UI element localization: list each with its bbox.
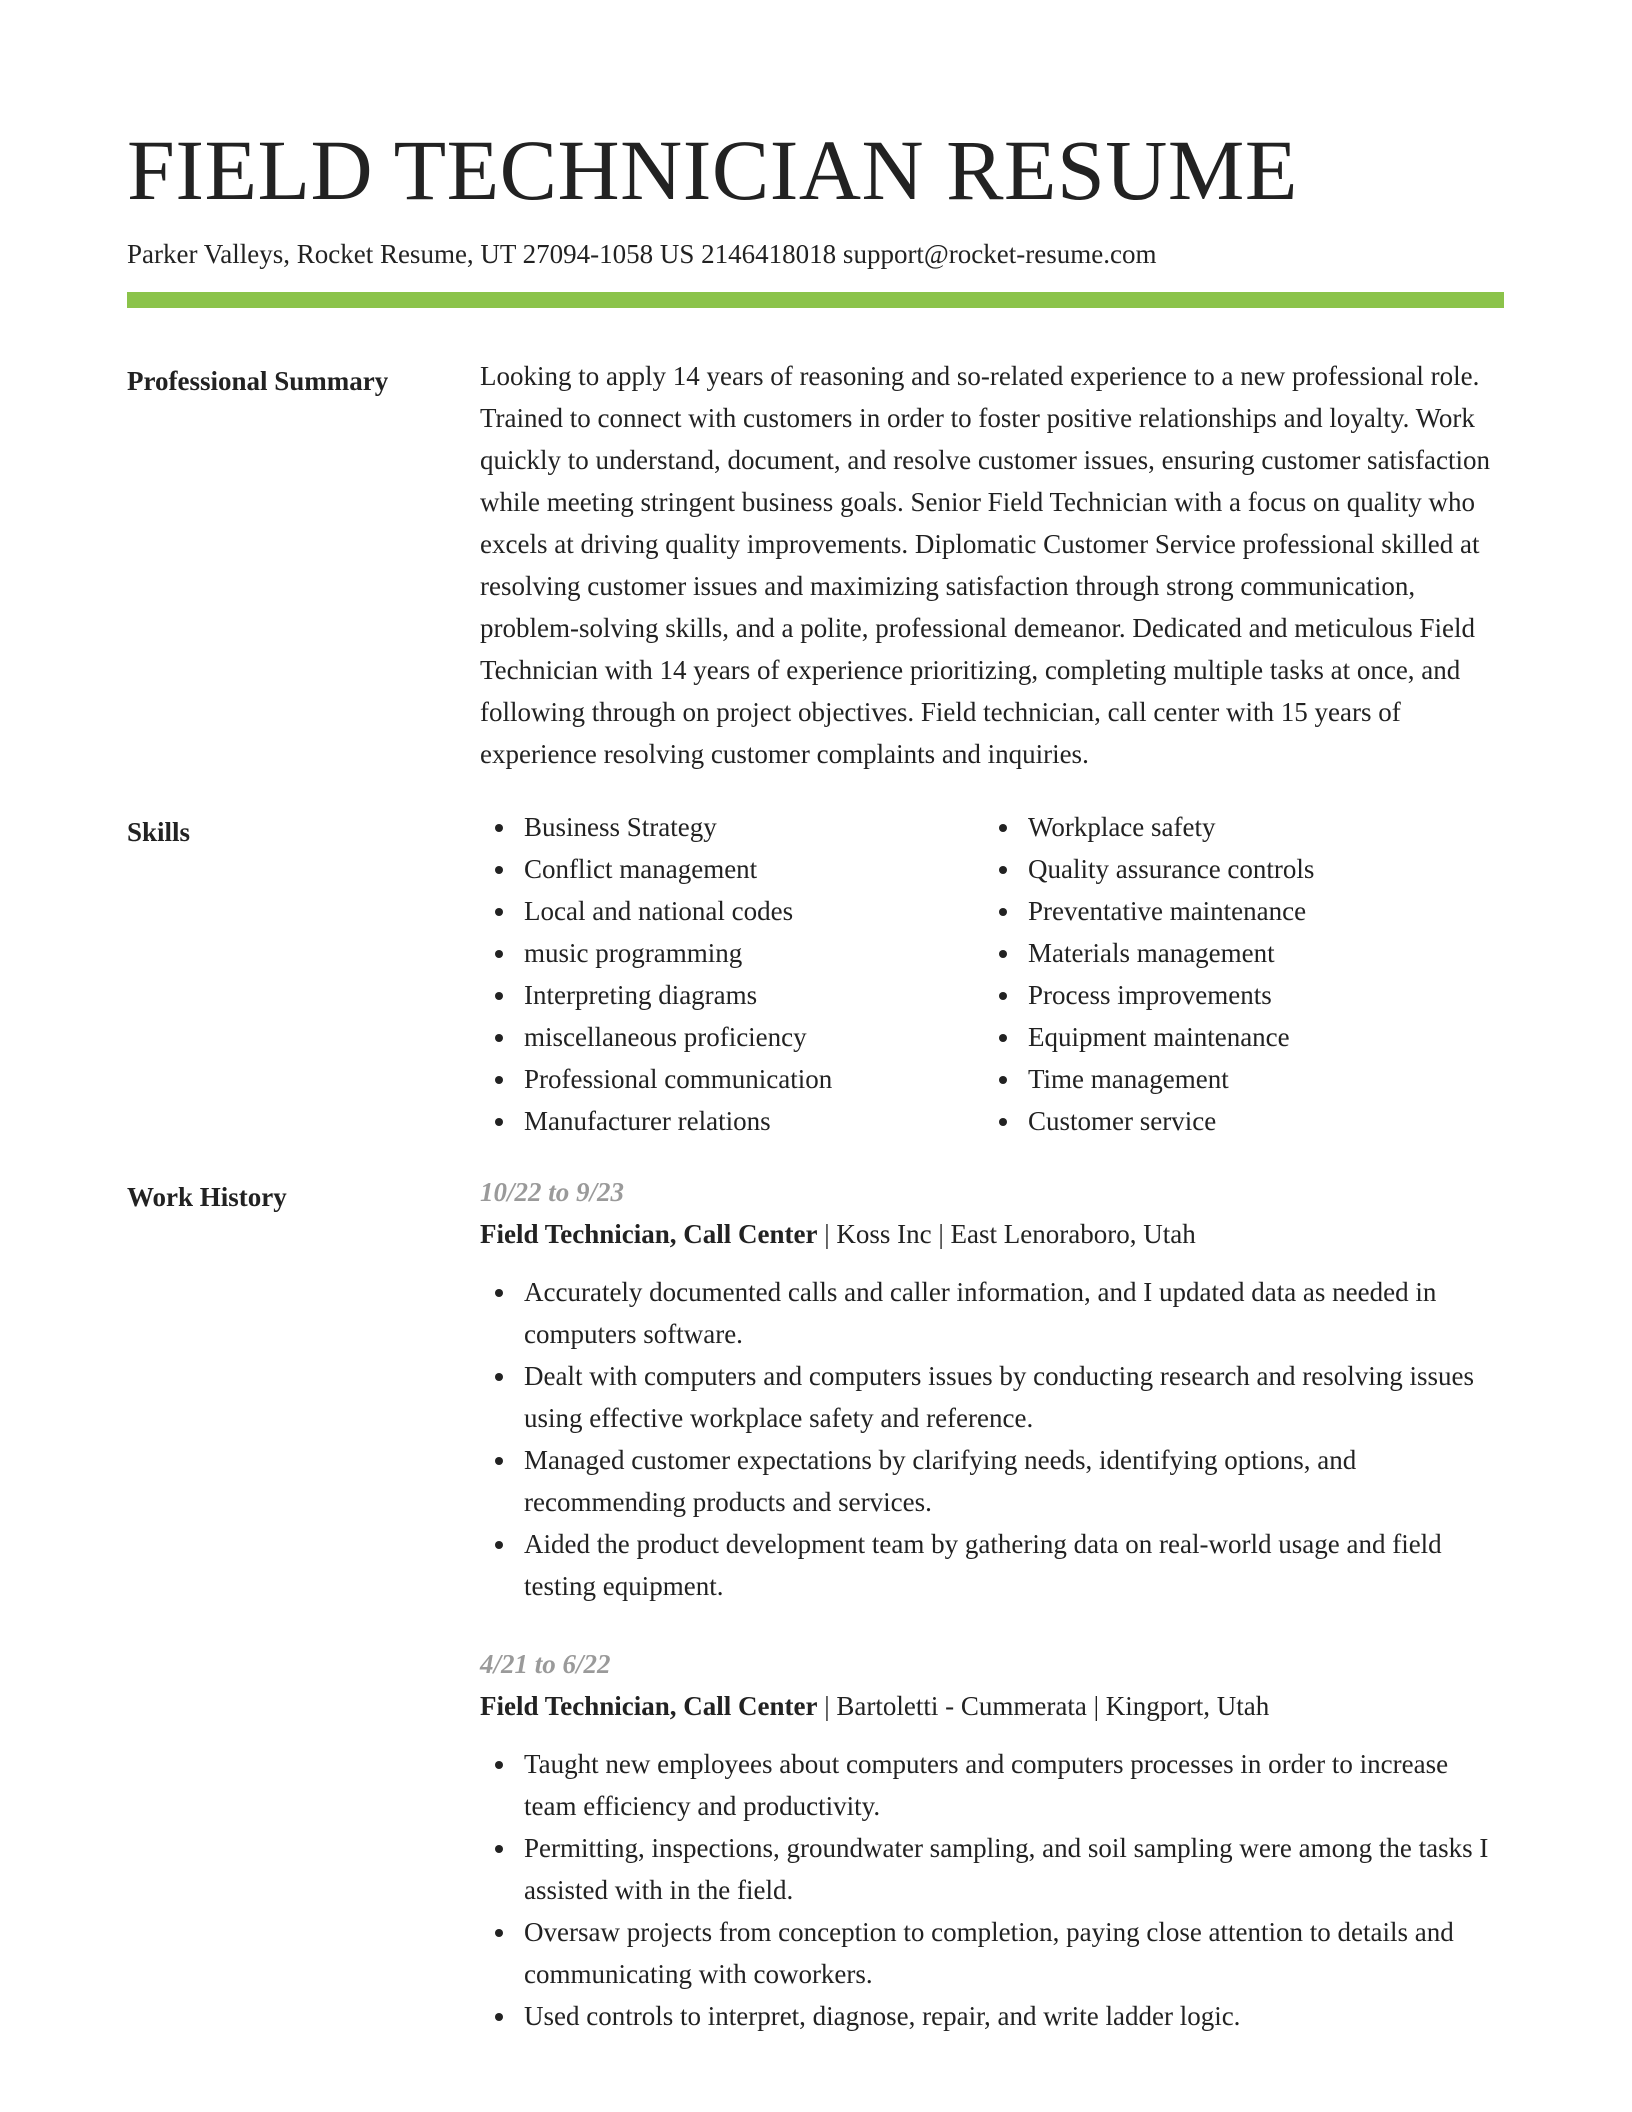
skill-item: Professional communication	[480, 1058, 984, 1100]
job-bullet: Oversaw projects from conception to completion, paying close attention to details and communicating with coworkers.	[480, 1911, 1504, 1995]
job-bullet: Accurately documented calls and caller information, and I updated data as needed in computers software.	[480, 1271, 1504, 1355]
skills-list-right	[984, 806, 1488, 1142]
skills-heading: Skills	[127, 817, 191, 847]
summary-heading: Professional Summary	[127, 366, 389, 396]
skill-item: Process improvements	[984, 974, 1488, 1016]
skill-item: miscellaneous proficiency	[480, 1016, 984, 1058]
resume-title: FIELD TECHNICIAN RESUME	[127, 122, 1298, 218]
job-title: Field Technician, Call Center	[480, 1691, 818, 1721]
skill-item: Time management	[984, 1058, 1488, 1100]
job-title-line	[480, 1685, 1504, 1727]
skill-item: Manufacturer relations	[480, 1100, 984, 1142]
job-details: | Bartoletti - Cummerata | Kingport, Utah	[817, 1691, 1270, 1721]
skills-list-left	[480, 806, 984, 1142]
job-bullet: Taught new employees about computers and computers processes in order to increase team efficiency and productivity.	[480, 1743, 1504, 1827]
work-history-section	[127, 1176, 1504, 2037]
job-title: Field Technician, Call Center	[480, 1219, 818, 1249]
skill-item: Interpreting diagrams	[480, 974, 984, 1016]
job-dates: 4/21 to 6/22	[480, 1649, 611, 1679]
skill-item: Customer service	[984, 1100, 1488, 1142]
job-dates: 10/22 to 9/23	[480, 1177, 625, 1207]
summary-text: Looking to apply 14 years of reasoning and so-related experience to a new professional role. Trained to connect with customers in order to foster positive relationships and loyalty. Work quickly to understand, document, and resolve customer issues, ensuring customer satisfaction while meeting stringent business goals. Senior Field Technician with a focus on quality who excels at driving quality improvements. Diplomatic Customer Service professional skilled at resolving customer issues and maximizing satisfaction through strong communication, problem-solving skills, and a polite, professional demeanor. Dedicated and meticulous Field Technician with 14 years of experience prioritizing, completing multiple tasks at once, and following through on project objectives. Field technician, call center with 15 years of experience resolving customer complaints and inquiries.	[480, 361, 1491, 769]
job-details: | Koss Inc | East Lenoraboro, Utah	[817, 1219, 1196, 1249]
contact-line: Parker Valleys, Rocket Resume, UT 27094-1058 US 2146418018 support@rocket-resume.com	[127, 239, 1157, 269]
skill-item: music programming	[480, 932, 984, 974]
skill-item: Business Strategy	[480, 806, 984, 848]
skill-item: Local and national codes	[480, 890, 984, 932]
resume-page	[127, 120, 1504, 2037]
job-entry	[480, 1643, 1504, 2037]
summary-section	[127, 360, 1504, 775]
job-bullets	[480, 1743, 1504, 2037]
job-entry	[480, 1171, 1504, 1607]
skill-item: Equipment maintenance	[984, 1016, 1488, 1058]
skills-section	[127, 811, 1504, 1142]
job-bullet: Aided the product development team by gathering data on real-world usage and field testing equipment.	[480, 1523, 1504, 1607]
skill-item: Quality assurance controls	[984, 848, 1488, 890]
job-bullets	[480, 1271, 1504, 1607]
job-bullet: Dealt with computers and computers issues by conducting research and resolving issues using effective workplace safety and reference.	[480, 1355, 1504, 1439]
job-bullet: Permitting, inspections, groundwater sampling, and soil sampling were among the tasks I assisted with in the field.	[480, 1827, 1504, 1911]
skill-item: Workplace safety	[984, 806, 1488, 848]
skill-item: Materials management	[984, 932, 1488, 974]
skill-item: Conflict management	[480, 848, 984, 890]
work-history-heading: Work History	[127, 1182, 287, 1212]
job-bullet: Managed customer expectations by clarifying needs, identifying options, and recommending products and services.	[480, 1439, 1504, 1523]
header-divider	[127, 292, 1504, 308]
job-bullet: Used controls to interpret, diagnose, repair, and write ladder logic.	[480, 1995, 1504, 2037]
job-title-line	[480, 1213, 1504, 1255]
skill-item: Preventative maintenance	[984, 890, 1488, 932]
